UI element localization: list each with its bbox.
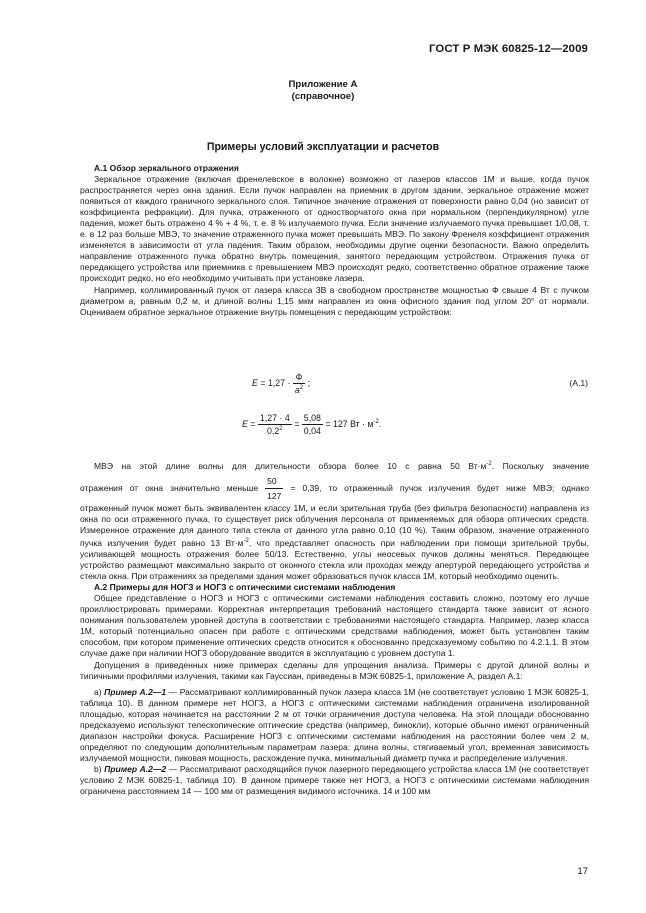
section-title: Примеры условий эксплуатации и расчетов (206, 141, 440, 153)
formula-calc-num-2: 5,08 (303, 413, 321, 423)
annex-subtitle: (справочное) (291, 91, 355, 102)
formula-calc-tail: . (378, 418, 382, 429)
formula-a1-tail: ; (307, 377, 311, 388)
a2-example-2 (80, 764, 589, 797)
a1-a2-text-block (80, 503, 589, 797)
reflection-text-pre: отражения от окна значительно меньше (80, 482, 259, 493)
example-1-label: Пример А.2—1 (104, 686, 167, 697)
example-2-label: Пример А.2—2 (104, 763, 167, 774)
a1-mve-line (80, 459, 589, 472)
mve-text: МВЭ на этой длине волны для длительности обзора более 10 с равна 50 Вт·м (94, 460, 487, 471)
formula-a1-den-base: a (294, 385, 300, 395)
example-1-prefix: а) (94, 686, 105, 697)
formula-calc-equals: = (294, 418, 300, 429)
formula-calc-result-exp: -2 (373, 418, 379, 425)
formula-a1-calc (242, 413, 381, 436)
formula-a1-den-exp: 2 (299, 385, 304, 392)
formula-a1-numerator: Ф (295, 372, 303, 382)
page-number: 17 (577, 866, 588, 877)
a1-fraction-line (80, 475, 589, 502)
formula-a1-lhs: E (252, 377, 258, 388)
formula-calc-den-2: 0,04 (303, 426, 321, 436)
reflection-fraction-num: 50 (267, 476, 277, 486)
formula-calc-result: = 127 Вт · м (325, 418, 374, 429)
paragraph-3-text: отраженный пучок может быть эквивалентен классу 1М, и если зрительная труба (без фильтра безопасности) направлена из окна по оси отраженного пучка, то существует риск облучения персонала от применяемых для обзора оптических средств. Измеренное отражение для данного типа стекла от данного угла равно 0,10 (10 %). Таким образом, значение отраженного пучка излучения будет равно 13 Вт·м (80, 503, 589, 548)
formula-calc-num-1: 1,27 · 4 (259, 413, 290, 423)
formula-a1-denominator (293, 383, 305, 395)
formula-calc-den-1-exp: 2 (279, 426, 283, 433)
formula-calc-fraction-2 (302, 413, 323, 436)
document-id-header: ГОСТ Р МЭК 60825-12—2009 (429, 43, 588, 55)
a2-paragraph-2: Допущения в приведенных ниже примерах сделаны для упрощения анализа. Примеры с другой длиной волны и типичными профилями излучения, такими как Гауссиан, приведены в МЭК 60825-1, приложение А, раздел А.1: (80, 659, 589, 681)
paragraph-3-text-end: , что представляет опасность при наблюдении при помощи зрительной трубы, усиливающей мощность отражения более 50/13. Естественно, углы неосевых пучков должны меняться. Передающее устройство размещают максимально закрыто от оконного стекла или проходах между апертурой передающего устройства и стекла окна. При отражениях за пределами здания может образоваться пучок класса 1М, который необходимо оценить. (80, 537, 589, 582)
example-1-text: — Рассматривают коллимированный пучок лазера класса 1М (не соответствует условию 1 МЭК 60825-1, таблица 10). В данном примере нет НОГЗ, а НОГЗ с оптическими системами наблюдения ограничена изолированной площадью, которая начинается на расстоянии 2 м от точки ограничения доступа человека. На этой площади обоснованно предсказуемо используют телескопические оптические средства (например, бинокли), которые обычно имеют ограниченный диапазон настройки фокуса. Расширение НОГЗ с оптическими системами наблюдения на расстоянии более чем 2 м, определяют по следующим дополнительным параметрам лазера: длина волны, стягиваемый угол, временная зависимость излучаемой мощности, пиковая мощность, расхождение пучка, минимальный диаметр пучка и распределение излучения. (80, 686, 589, 763)
formula-calc-den-1 (258, 424, 292, 436)
a1-text-block (80, 163, 589, 318)
a1-paragraph-3-rest (80, 503, 589, 582)
reflection-text-post: = 0,39, то отраженный пучок излучения будет ниже МВЭ; однако (290, 482, 590, 493)
reflection-fraction (265, 475, 283, 502)
formula-a1-number: (А.1) (569, 378, 588, 388)
paragraph-3-exp: -2 (243, 538, 249, 545)
a1-heading: А.1 Обзор зеркального отражения (94, 163, 239, 173)
formula-calc-lhs: E = (242, 418, 256, 429)
reflection-fraction-den: 127 (265, 488, 283, 502)
a1-paragraph-2: Например, коллимированный пучок от лазера класса 3В в свободном пространстве мощностью Ф свыше 4 Вт с пучком диаметром a, равным 0,2 м, и длиной волны 1,15 мкм направлен из окна офисного здания под углом 20° от нормали. Оцениваем обратное зеркальное отражение внутрь помещения с передающим устройством: (80, 284, 589, 317)
a1-paragraph-3-line-2 (80, 475, 589, 502)
example-2-prefix: b) (94, 763, 105, 774)
mve-exp: -2 (486, 461, 492, 467)
a1-paragraph-3-line-1 (80, 459, 589, 472)
formula-a1 (252, 372, 310, 395)
a1-paragraph-1: Зеркальное отражение (включая френелевское в волокне) возможно от лазеров классов 1М и выше, когда пучок распространяется через окна здания. Если пучок направлен на приемник в другом здании, зеркальное отражение может появиться от каждого граничного зеркального слоя. Типичное значение отражения от поверхности равно 0,04 (но зависит от коэффициента рефракции). Для пучка, отраженного от одностворчатого окна при нормальном (перпендикулярном) угле падения, может быть отражено 4 % + 4 %, т. е. 8 % излучаемого пучка. Если значение излучаемого пучка превышает 1/0,08, т. е. в 12 раз больше МВЭ, то значение отраженного пучка может превышать МВЭ. По закону Френеля коэффициент отражения изменяется в зависимости от угла падения. Таким образом, необходимы другие оценки безопасности. Важно определить направление отраженного пучка обратно внутрь помещения, занятого передающим устройством. Отражения пучка от передающего устройства или приемника с превышением МВЭ происходят редко, соответственно обратное отражение также происходит редко, но его необходимо учитывать при установке лазера. (80, 174, 589, 284)
example-2-text: — Рассматривают расходящийся пучок лазерного передающего устройства класса 1М (не соответствует условию 2 МЭК 60825-1, таблица 10). В данном примере также нет НОГЗ, а НОГЗ с оптическими системами наблюдения ограничена расстоянием 14 — 100 мм от размещения видимого источника. 14 и 100 мм (80, 763, 589, 797)
formula-calc-den-1-base: 0,2 (267, 426, 280, 436)
a2-heading: А.2 Примеры для НОГЗ и НОГЗ с оптическими системами наблюдения (94, 582, 396, 593)
formula-calc-fraction-1 (258, 413, 292, 436)
annex-title: Приложение А (288, 79, 358, 90)
a2-example-1 (80, 687, 589, 764)
formula-a1-coef: = 1,27 · (260, 377, 291, 388)
a2-paragraph-1: Общее представление о НОГЗ и НОГЗ с оптическими системами наблюдения составить сложно, поэтому его лучше проиллюстрировать примерами. Корректная интерпретация требований настоящего стандарта также зависит от ясного понимания пользователем уровней доступа в соответствии с требованиями настоящего стандарта. Например, лазер класса 1М, который потенциально опасен при работе с оптическими средствами наблюдения, может быть установлен таким способом, при котором применение оптических средств относится к обоснованно предсказуемому событию по 4.2.1.1. В этом случае даже при наличии НОГЗ оборудование вводится в эксплуатацию с уровнем доступа 1. (80, 593, 589, 659)
mve-text-end: . Поскольку значение (491, 460, 590, 471)
formula-a1-fraction (293, 372, 305, 395)
